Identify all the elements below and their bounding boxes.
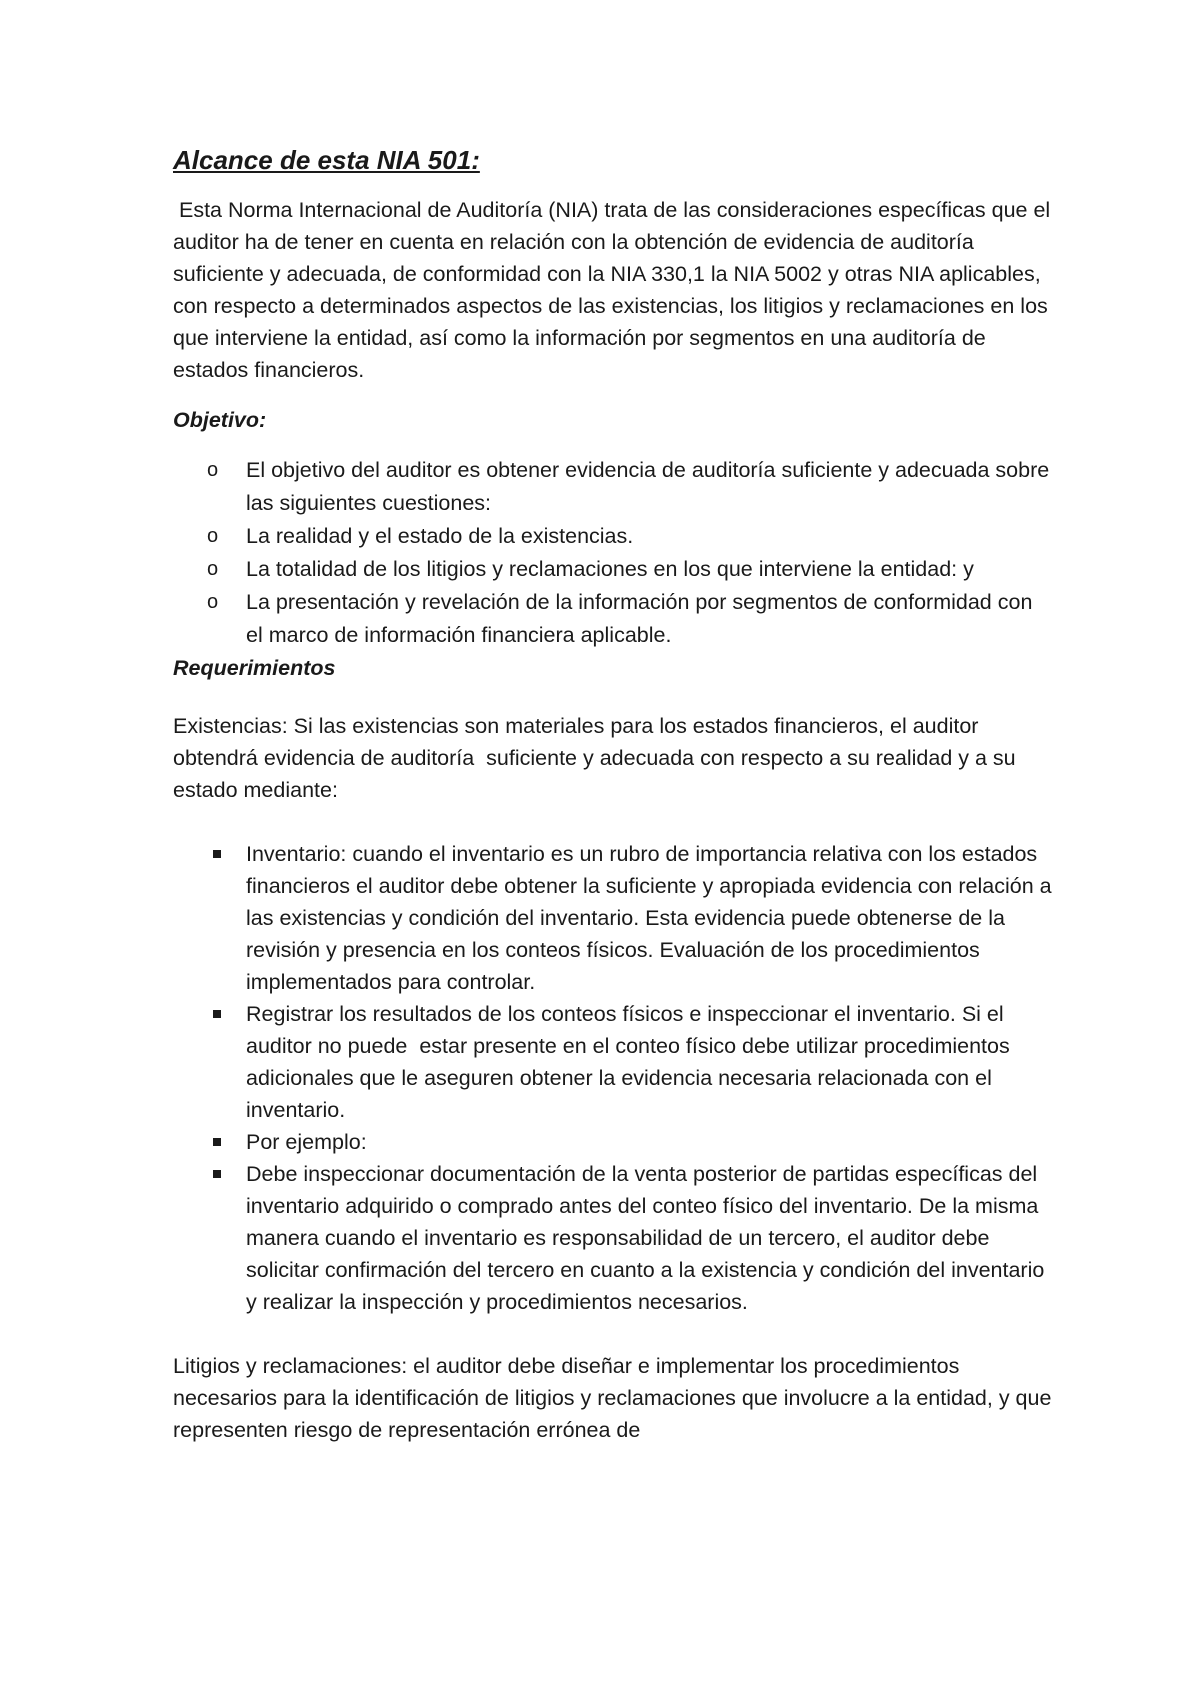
list-item bbox=[173, 1126, 1053, 1158]
objective-text: La realidad y el estado de la existencias. bbox=[246, 524, 634, 548]
document-content bbox=[173, 140, 1057, 1446]
list-item bbox=[173, 586, 1053, 652]
existencias-item-text: Debe inspeccionar documentación de la venta posterior de partidas específicas del inventario adquirido o comprado antes del conteo físico del inventario. De la misma manera cuando el inventario es responsabilidad de un tercero, el auditor debe solicitar confirmación del tercero en cuanto a la existencia y condición del inventario y realizar la inspección y procedimientos necesarios. bbox=[246, 1162, 1045, 1314]
intro-paragraph: Esta Norma Internacional de Auditoría (NIA) trata de las consideraciones específicas que el auditor ha de tener en cuenta en relación con la obtención de evidencia de auditoría suficiente y adecuada, de conformidad con la NIA 330,1 la NIA 5002 y otras NIA aplicables, con respecto a determinados aspectos de las existencias, los litigios y reclamaciones en los que interviene la entidad, así como la información por segmentos en una auditoría de estados financieros. bbox=[173, 198, 1057, 382]
bullet-square-icon bbox=[213, 1138, 221, 1146]
bullet-circle-marker: o bbox=[207, 558, 219, 580]
bullet-circle-marker: o bbox=[207, 525, 219, 547]
list-item bbox=[173, 1158, 1053, 1318]
bullet-circle-marker: o bbox=[207, 459, 219, 481]
objective-text: La presentación y revelación de la información por segmentos de conformidad con el marco de información financiera aplicable. bbox=[246, 590, 1033, 647]
objectives-list bbox=[173, 454, 1053, 652]
list-item bbox=[173, 520, 1053, 553]
objective-text: El objetivo del auditor es obtener evidencia de auditoría suficiente y adecuada sobre las siguientes cuestiones: bbox=[246, 458, 1050, 515]
document-title: Alcance de esta NIA 501: bbox=[173, 145, 480, 175]
litigios-paragraph: Litigios y reclamaciones: el auditor debe diseñar e implementar los procedimientos necesarios para la identificación de litigios y reclamaciones que involucre a la entidad, y que representen riesgo de representación errónea de bbox=[173, 1354, 1052, 1442]
existencias-item-text: Inventario: cuando el inventario es un rubro de importancia relativa con los estados financieros el auditor debe obtener la suficiente y apropiada evidencia con relación a las existencias y condición del inventario. Esta evidencia puede obtenerse de la revisión y presencia en los conteos físicos. Evaluación de los procedimientos implementados para controlar. bbox=[246, 842, 1052, 994]
list-item bbox=[173, 553, 1053, 586]
existencias-item-text: Registrar los resultados de los conteos físicos e inspeccionar el inventario. Si el auditor no puede estar presente en el conteo físico debe utilizar procedimientos adicionales que le aseguren obtener la evidencia necesaria relacionada con el inventario. bbox=[246, 1002, 1016, 1122]
list-item bbox=[173, 454, 1053, 520]
list-item bbox=[173, 838, 1053, 998]
bullet-square-icon bbox=[213, 1010, 221, 1018]
objective-heading: Objetivo: bbox=[173, 408, 267, 432]
bullet-square-icon bbox=[213, 1170, 221, 1178]
bullet-square-icon bbox=[213, 850, 221, 858]
requirements-heading: Requerimientos bbox=[173, 656, 336, 680]
objective-text: La totalidad de los litigios y reclamaciones en los que interviene la entidad: y bbox=[246, 557, 974, 581]
bullet-circle-marker: o bbox=[207, 591, 219, 613]
existencias-list bbox=[173, 838, 1053, 1318]
list-item bbox=[173, 998, 1053, 1126]
existencias-paragraph: Existencias: Si las existencias son materiales para los estados financieros, el auditor obtendrá evidencia de auditoría suficiente y adecuada con respecto a su realidad y a su estado mediante: bbox=[173, 714, 1022, 802]
existencias-item-text: Por ejemplo: bbox=[246, 1130, 367, 1154]
